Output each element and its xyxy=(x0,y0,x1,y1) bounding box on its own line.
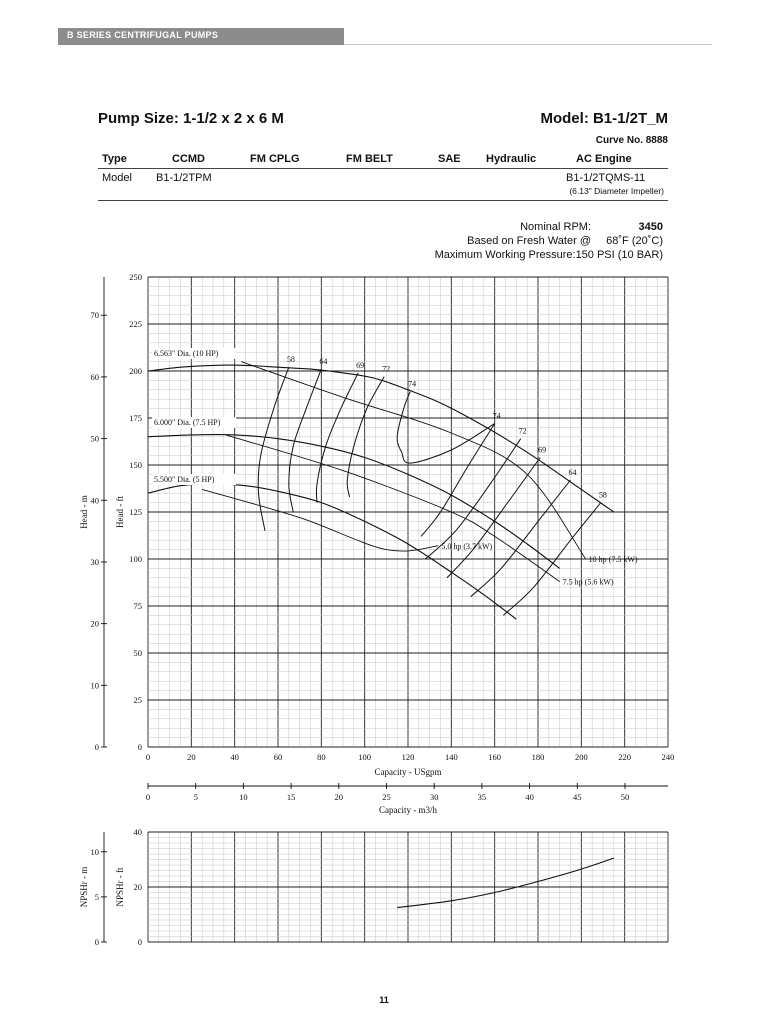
efficiency-label: 74 xyxy=(408,379,417,389)
efficiency-label: 64 xyxy=(568,468,577,478)
x-tick-label: 100 xyxy=(358,752,372,762)
spec-header-type: Type xyxy=(102,153,127,165)
secondary-x-tick-label: 40 xyxy=(525,792,534,802)
secondary-y-axis-label: Head - m xyxy=(79,495,89,529)
x-axis-label: Capacity - USgpm xyxy=(374,767,442,777)
curve-number: Curve No. 8888 xyxy=(595,135,668,146)
y-axis-label: Head - ft xyxy=(115,496,125,528)
power-line-label: 10 hp (7.5 kW) xyxy=(588,555,638,564)
x-tick-label: 240 xyxy=(661,752,675,762)
y-tick-label: 125 xyxy=(129,507,142,517)
model-title: Model: B1-1/2T_M xyxy=(540,110,668,127)
y-tick-label: 225 xyxy=(129,319,142,329)
secondary-x-tick-label: 0 xyxy=(145,792,151,802)
efficiency-label: 72 xyxy=(518,426,527,436)
npsh-y-tick-label: 20 xyxy=(133,882,142,892)
head-curve-label: 5.500" Dia. (5 HP) xyxy=(154,475,215,484)
rpm-value: 3450 xyxy=(638,221,663,233)
spec-ac-engine-value: B1-1/2TQMS-11 xyxy=(566,172,646,184)
x-tick-label: 120 xyxy=(401,752,415,762)
secondary-x-tick-label: 10 xyxy=(239,792,248,802)
pump-size-title: Pump Size: 1-1/2 x 2 x 6 M xyxy=(98,110,284,127)
npsh-secondary-y-tick-label: 0 xyxy=(94,937,99,947)
efficiency-label: 64 xyxy=(319,357,328,367)
npsh-secondary-y-tick-label: 5 xyxy=(94,891,99,902)
secondary-x-tick-label: 20 xyxy=(334,792,344,802)
secondary-y-tick-label: 10 xyxy=(90,680,99,691)
head-curve-label: 6.563" Dia. (10 HP) xyxy=(154,349,219,358)
y-tick-label: 150 xyxy=(129,460,142,470)
spec-header-ac-engine: AC Engine xyxy=(576,153,632,165)
secondary-x-tick-label: 35 xyxy=(477,792,487,802)
x-tick-label: 20 xyxy=(187,752,196,762)
efficiency-label: 74 xyxy=(492,411,501,421)
spec-header-ccmd: CCMD xyxy=(172,153,205,165)
pressure-label: Maximum Working Pressure: xyxy=(434,249,576,261)
npsh-y-axis-label: NPSHr - ft xyxy=(115,867,125,907)
secondary-x-tick-label: 15 xyxy=(286,792,296,802)
npsh-secondary-y-axis-label: NPSHr - m xyxy=(79,866,89,908)
npsh-y-tick-label: 0 xyxy=(137,937,142,947)
spec-ccmd-value: B1-1/2TPM xyxy=(156,172,212,184)
npsh-secondary-y-tick-label: 10 xyxy=(90,846,99,857)
rpm-label: Nominal RPM: xyxy=(520,221,591,233)
x-tick-label: 160 xyxy=(488,752,502,762)
pressure-value: 150 PSI (10 BAR) xyxy=(575,249,663,261)
water-label: Based on Fresh Water @ xyxy=(467,235,591,247)
x-tick-label: 60 xyxy=(273,752,283,762)
x-tick-label: 140 xyxy=(444,752,458,762)
efficiency-label: 58 xyxy=(598,490,607,500)
efficiency-contour xyxy=(447,458,540,578)
head-curve xyxy=(148,365,614,512)
efficiency-label: 69 xyxy=(538,445,547,455)
y-tick-label: 25 xyxy=(133,695,142,705)
secondary-y-tick-label: 60 xyxy=(90,371,99,382)
x-tick-label: 180 xyxy=(531,752,545,762)
y-tick-label: 100 xyxy=(129,554,142,564)
x-tick-label: 0 xyxy=(145,752,151,762)
secondary-y-tick-label: 50 xyxy=(90,433,99,444)
efficiency-label: 58 xyxy=(286,355,295,365)
secondary-y-tick-label: 40 xyxy=(90,495,99,506)
secondary-x-tick-label: 25 xyxy=(382,792,391,802)
page-number: 11 xyxy=(379,995,389,1005)
spec-header-hydraulic: Hydraulic xyxy=(486,153,537,165)
secondary-x-tick-label: 30 xyxy=(429,792,439,802)
y-tick-label: 250 xyxy=(129,272,142,282)
secondary-y-tick-label: 0 xyxy=(94,742,99,752)
head-curve-label: 6.000" Dia. (7.5 HP) xyxy=(154,418,221,427)
power-line-label: 7.5 hp (5.6 kW) xyxy=(562,577,614,587)
secondary-x-axis-label: Capacity - m3/h xyxy=(379,805,437,815)
spec-header-fm-belt: FM BELT xyxy=(346,153,393,165)
secondary-y-tick-label: 30 xyxy=(90,556,99,567)
secondary-x-tick-label: 50 xyxy=(620,792,630,802)
y-tick-label: 0 xyxy=(137,742,142,752)
y-tick-label: 175 xyxy=(129,413,142,423)
secondary-x-tick-label: 45 xyxy=(573,792,582,802)
impeller-note: (6.13" Diameter Impeller) xyxy=(569,186,664,196)
x-tick-label: 220 xyxy=(618,752,632,762)
x-tick-label: 40 xyxy=(230,752,239,762)
efficiency-contour xyxy=(316,373,358,503)
spec-row-label: Model xyxy=(102,172,132,184)
y-tick-label: 50 xyxy=(133,648,142,658)
power-line xyxy=(226,435,560,582)
spec-header-sae: SAE xyxy=(438,153,461,165)
y-tick-label: 75 xyxy=(133,601,142,611)
spec-header-fm-cplg: FM CPLG xyxy=(250,153,300,165)
efficiency-label: 69 xyxy=(356,360,365,370)
y-tick-label: 200 xyxy=(129,366,142,376)
secondary-y-tick-label: 20 xyxy=(90,618,99,629)
secondary-y-tick-label: 70 xyxy=(90,310,99,321)
npsh-y-tick-label: 40 xyxy=(133,827,142,837)
power-line xyxy=(241,362,586,559)
power-line xyxy=(202,489,438,551)
x-tick-label: 200 xyxy=(574,752,588,762)
secondary-x-tick-label: 5 xyxy=(193,792,198,802)
series-label: B SERIES CENTRIFUGAL PUMPS xyxy=(67,30,219,40)
efficiency-label: 72 xyxy=(382,364,391,374)
water-value: 68˚F (20˚C) xyxy=(606,235,663,247)
x-tick-label: 80 xyxy=(317,752,326,762)
power-line-label: 5.0 hp (3.7 kW) xyxy=(441,541,493,551)
